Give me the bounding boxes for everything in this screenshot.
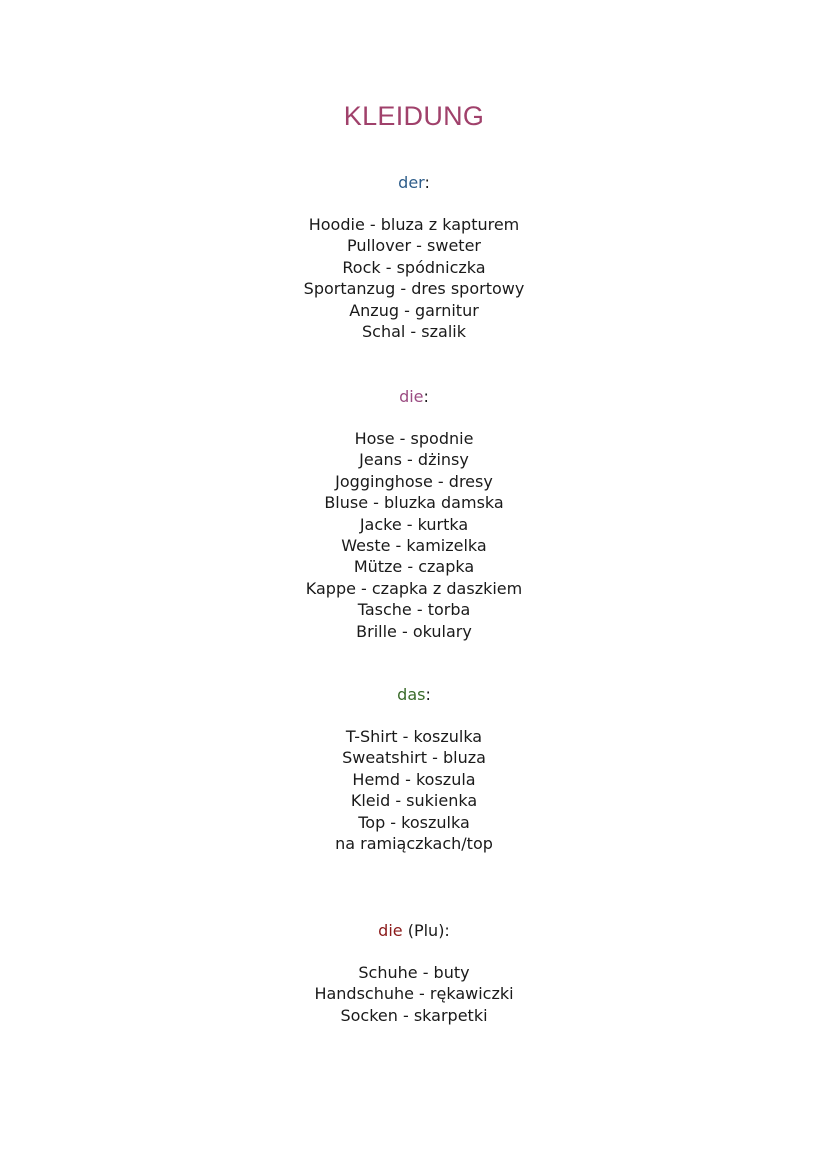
section-heading	[0, 172, 828, 193]
heading-suffix: :	[425, 685, 431, 704]
section-der	[0, 172, 828, 342]
section-heading	[0, 684, 828, 705]
vocab-item: Kleid - sukienka	[350, 791, 478, 811]
vocab-item: Pullover - sweter	[347, 236, 481, 256]
article-label: die	[399, 387, 424, 406]
vocab-item: T-Shirt - koszulka	[345, 727, 483, 746]
vocab-item: Kappe - czapka z daszkiem	[305, 578, 523, 598]
vocab-list	[0, 214, 828, 342]
vocab-item: Schal - szalik	[362, 322, 466, 342]
vocab-item: Bluse - bluzka damska	[324, 493, 504, 513]
article-label: die	[378, 921, 403, 940]
vocab-item: Weste - kamizelka	[341, 536, 487, 556]
vocab-item: Sportanzug - dres sportowy	[303, 279, 525, 299]
vocab-item: na ramiączkach/top	[335, 834, 493, 854]
vocab-item: Hose - spodnie	[354, 429, 474, 448]
vocab-item: Schuhe - buty	[358, 963, 470, 982]
section-heading	[0, 386, 828, 407]
vocab-item: Sweatshirt - bluza	[342, 748, 486, 768]
vocab-item: Rock - spódniczka	[342, 257, 486, 277]
vocab-item: Mütze - czapka	[353, 557, 475, 577]
section-das	[0, 684, 828, 854]
vocab-item: Tasche - torba	[357, 600, 471, 620]
vocab-item: Brille - okulary	[356, 621, 472, 641]
page-title: KLEIDUNG	[343, 101, 485, 131]
section-die	[0, 386, 828, 642]
section-heading	[0, 920, 828, 941]
vocab-list	[0, 428, 828, 642]
section-plural	[0, 920, 828, 1026]
vocab-item: Jeans - dżinsy	[359, 450, 469, 470]
vocab-item: Anzug - garnitur	[349, 300, 479, 320]
vocab-item: Handschuhe - rękawiczki	[314, 984, 514, 1004]
vocab-item: Hoodie - bluza z kapturem	[308, 215, 520, 234]
vocab-item: Hemd - koszula	[352, 769, 476, 789]
heading-suffix: (Plu):	[402, 921, 450, 940]
vocab-item: Top - koszulka	[358, 812, 470, 832]
vocab-item: Jacke - kurtka	[359, 514, 469, 534]
vocab-list	[0, 726, 828, 854]
heading-suffix: :	[423, 387, 429, 406]
vocab-item: Jogginghose - dresy	[335, 471, 493, 491]
article-label: der	[398, 173, 425, 192]
vocab-list	[0, 962, 828, 1026]
article-label: das	[397, 685, 426, 704]
vocab-item: Socken - skarpetki	[340, 1005, 488, 1025]
heading-suffix: :	[424, 173, 430, 192]
